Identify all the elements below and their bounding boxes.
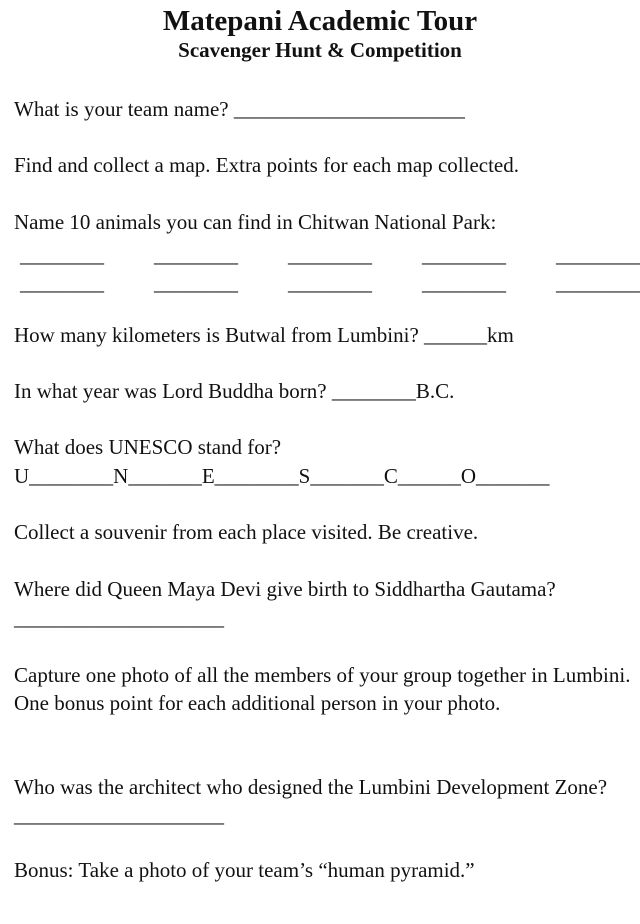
- animal-blank: ________: [288, 243, 372, 267]
- buddha-year-question: In what year was Lord Buddha born? ________B.C.: [14, 379, 455, 403]
- animal-blanks-row-1: [20, 243, 640, 267]
- animal-blanks-row-2: [20, 271, 640, 295]
- map-task: Find and collect a map. Extra points for each map collected.: [14, 153, 519, 177]
- animal-blank: ________: [556, 271, 640, 295]
- photo-task: Capture one photo of all the members of your group together in Lumbini. One bonus point for each additional person in your photo.: [14, 663, 631, 715]
- bonus-task: Bonus: Take a photo of your team’s “human pyramid.”: [14, 858, 475, 882]
- animal-blank: ________: [154, 243, 238, 267]
- animal-blank: ________: [556, 243, 640, 267]
- unesco-question: What does UNESCO stand for?: [14, 435, 282, 459]
- birth-place-question: Where did Queen Maya Devi give birth to Siddhartha Gautama?: [14, 577, 556, 601]
- animal-blank: ________: [154, 271, 238, 295]
- distance-question: How many kilometers is Butwal from Lumbini? ______km: [14, 323, 514, 347]
- page-subtitle: Scavenger Hunt & Competition: [178, 38, 462, 62]
- animal-blank: ________: [288, 271, 372, 295]
- animal-blank: ________: [422, 271, 506, 295]
- page-title: Matepani Academic Tour: [162, 5, 478, 37]
- animal-blank: ________: [422, 243, 506, 267]
- worksheet-header: [0, 0, 640, 62]
- birth-place-blank: ____________________: [14, 606, 224, 630]
- animals-question: Name 10 animals you can find in Chitwan National Park:: [14, 210, 497, 234]
- team-name-question: What is your team name? ______________________: [14, 97, 465, 121]
- animal-blank: ________: [20, 271, 104, 295]
- animal-blank: ________: [20, 243, 104, 267]
- architect-question: Who was the architect who designed the Lumbini Development Zone? ____________________: [14, 775, 608, 827]
- souvenir-task: Collect a souvenir from each place visited. Be creative.: [14, 520, 479, 544]
- unesco-blanks: U________N_______E________S_______C______O_______: [14, 464, 550, 488]
